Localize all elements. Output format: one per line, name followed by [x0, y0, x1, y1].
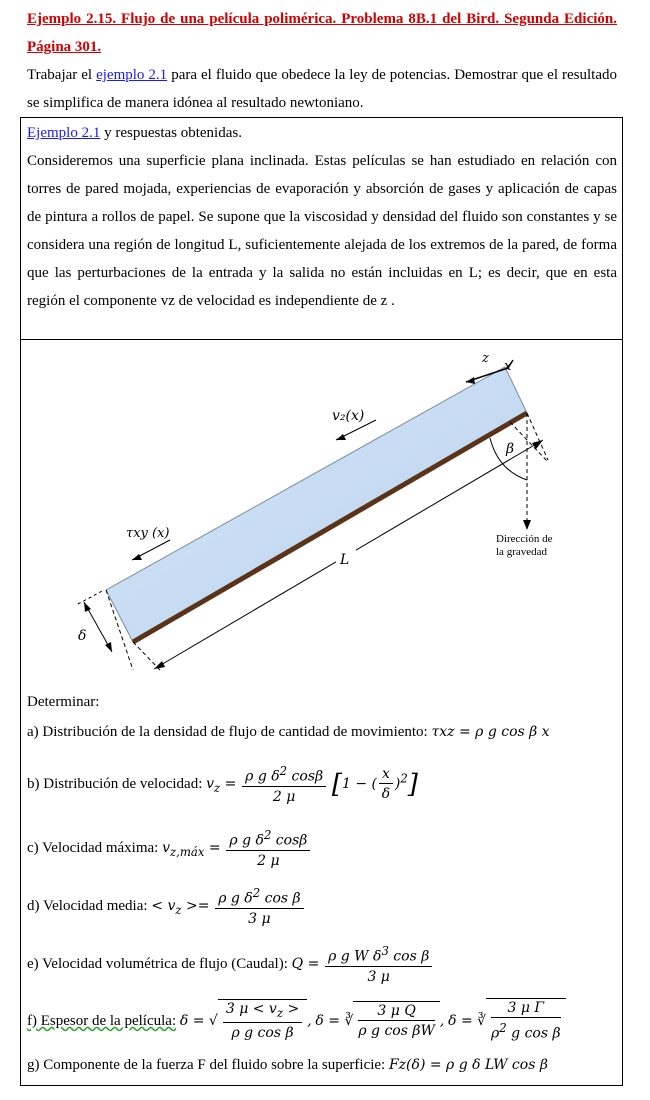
gravity-label-1: Dirección de: [496, 533, 553, 545]
ejemplo-link[interactable]: ejemplo 2.1: [96, 67, 168, 83]
delta-label: δ: [78, 628, 87, 644]
page-title: Ejemplo 2.15. Flujo de una película polimérica. Problema 8B.1 del Bird. Segunda Edición. Página 301.: [27, 11, 617, 55]
box-paragraph: Consideremos una superficie plana inclinada. Estas películas se han estudiado en relación con torres de pared mojada, experiencias de evaporación y absorción de gases y aplicación de capas de pintura a rollos de papel. Se supone que la viscosidad y densidad del fluido son constantes y se considera una región de longitud L, suficientemente alejada de los extremos de la pared, de forma que las perturbaciones de la entrada y la salida no están incluidas en L; es decir, que en esta región el componente vz de velocidad es independiente de z .: [27, 153, 617, 309]
txy-label: τxy (x): [126, 526, 170, 541]
wall-surface: [133, 413, 527, 642]
item-c: c) Velocidad máxima: $v_{z,máx}$ = $\frac{\rho g \delta^2 \cos\beta}{2 \mu}$: [27, 826, 312, 871]
vz-label: v₂(x): [332, 408, 365, 424]
L-label: L: [340, 552, 350, 568]
item-b: b) Distribución de velocidad: $v_z$ = $\frac{\rho g \delta^2 \cos\beta}{2 \mu}$ [1 − ( $\frac{x}{\delta}$ )$^2$]: [27, 764, 418, 805]
film-body: [106, 367, 527, 642]
ejemplo-2-1-link[interactable]: Ejemplo 2.1: [27, 125, 101, 141]
inclined-film-diagram: [20, 340, 623, 690]
determinar-label: Determinar:: [27, 694, 100, 710]
item-a-equation: τxz = ρ g cos β x: [431, 724, 550, 740]
intro-paragraph: Trabajar el ejemplo 2.1 para el fluido que obedece la ley de potencias. Demostrar que el resultado se simplifica de manera idónea al resultado newtoniano.: [27, 67, 617, 111]
x-label: x: [504, 359, 512, 374]
item-g-equation: Fz(δ) = ρ g δ LW cos β: [388, 1057, 548, 1073]
item-g: g) Componente de la fuerza F del fluido sobre la superficie: Fz(δ) = ρ g δ LW cos β: [27, 1057, 548, 1073]
item-d: d) Velocidad media: < $v_z$ >= $\frac{\rho g \delta^2 \cos \beta}{3 \mu}$: [27, 884, 306, 929]
item-f: f) Espesor de la película: δ = √ $\frac{3 \mu < v_z >}{\text{ρ g cos β}}$ , δ = ∛ $\frac{\text{3 μ Q}}{\text{ρ g cos βW}}$ , δ = ∛ $\frac{\text{3 μ Γ}}{\rho^2 g \cos \beta}$: [27, 998, 566, 1044]
box-text: Ejemplo 2.1 y respuestas obtenidas. Consideremos una superficie plana inclinada. Estas películas se han estudiado en relación con torres de pared mojada, experiencias de evaporación y absorción de gases y aplicación de capas de pintura a rollos de papel. Se supone que la viscosidad y densidad del fluido son constantes y se considera una región de longitud L, suficientemente alejada de los extremos de la pared, de forma que las perturbaciones de la entrada y la salida no están incluidas en L; es decir, que en esta región el componente vz de velocidad es independiente de z .: [27, 119, 617, 315]
gravity-label-2: la gravedad: [496, 546, 547, 558]
beta-label: β: [506, 441, 515, 457]
item-e: e) Velocidad volumétrica de flujo (Caudal): Q = $\frac{\rho g W \delta^3 \cos \beta}{3 \mu}$: [27, 942, 434, 987]
item-a: a) Distribución de la densidad de flujo de cantidad de movimiento: τxz = ρ g cos β x: [27, 724, 550, 740]
z-label: z: [482, 351, 489, 366]
